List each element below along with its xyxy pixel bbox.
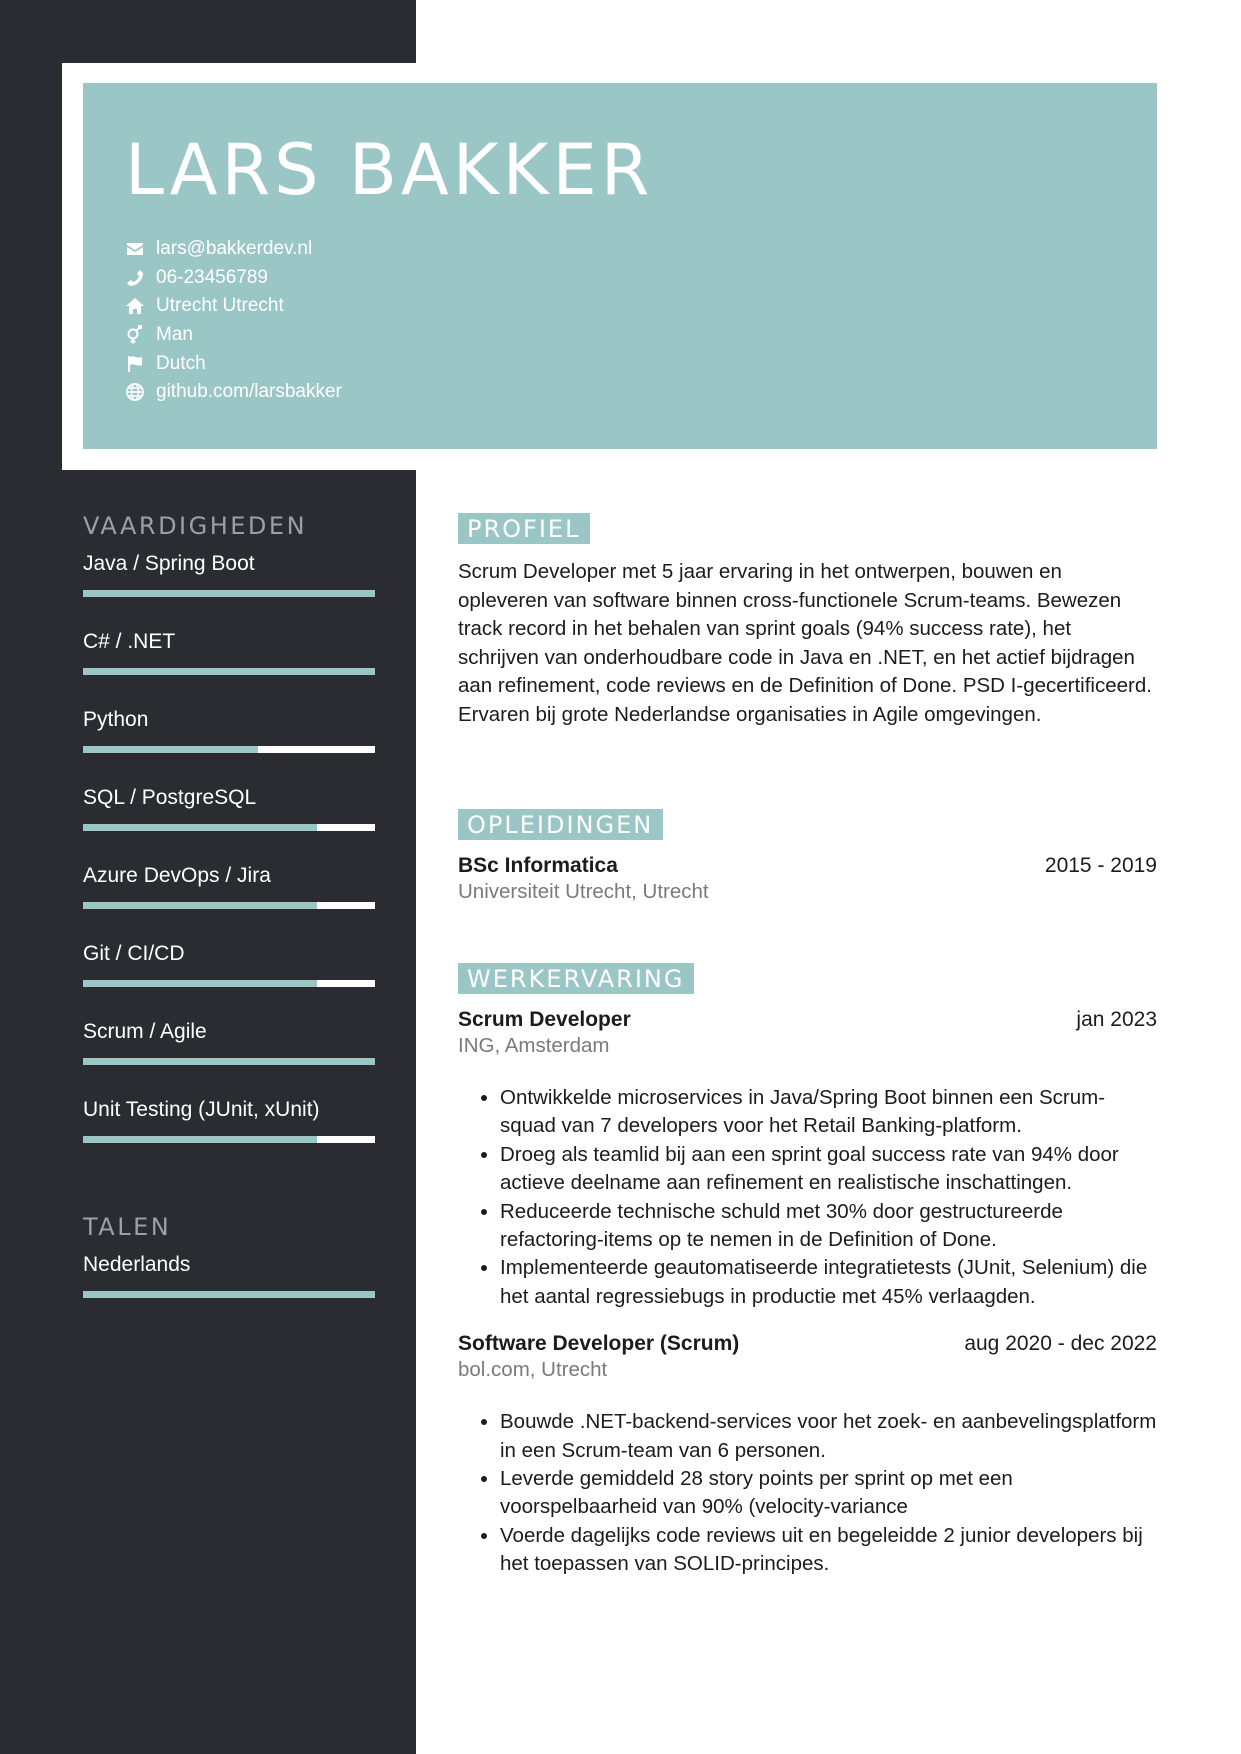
experience-title: WERKERVARING — [458, 963, 694, 994]
experience-company: bol.com, Utrecht — [458, 1358, 608, 1382]
skill-bar-fill — [83, 746, 258, 753]
skill-bar — [83, 980, 375, 987]
skill-bar-fill — [83, 1058, 375, 1065]
contact-nationality-text: Dutch — [156, 352, 206, 374]
flag-icon — [125, 354, 145, 374]
skill-bar-fill — [83, 980, 317, 987]
resume-header — [83, 83, 1157, 449]
contact-phone-text[interactable]: 06-23456789 — [156, 266, 268, 288]
contact-list — [125, 235, 342, 407]
experience-bullet: • Voerde dagelijks code reviews uit en begeleidde 2 junior developers bij het toepassen van SOLID-principes. — [500, 1522, 1157, 1579]
education-school: Universiteit Utrecht, Utrecht — [458, 880, 709, 903]
experience-section — [458, 963, 1157, 1579]
skill-label: Unit Testing (JUnit, xUnit) — [83, 1098, 320, 1121]
experience-entry-head — [458, 1008, 1157, 1032]
skills-section — [83, 512, 375, 1164]
skill-item — [83, 618, 375, 696]
contact-gender — [125, 321, 342, 350]
skill-label: Azure DevOps / Jira — [83, 864, 271, 887]
skills-list — [83, 540, 375, 1164]
gender-icon — [125, 325, 145, 345]
skill-item — [83, 696, 375, 774]
skill-bar — [83, 590, 375, 597]
contact-address-text: Utrecht Utrecht — [156, 295, 284, 317]
skill-bar — [83, 668, 375, 675]
home-icon — [125, 296, 145, 316]
skill-item — [83, 540, 375, 618]
skill-label: C# / .NET — [83, 630, 176, 653]
experience-bullet: • Leverde gemiddeld 28 story points per sprint op met een voorspelbaarheid van 90% (velocity-variance — [500, 1465, 1157, 1522]
profile-title: PROFIEL — [458, 513, 590, 544]
profile-section — [458, 513, 1157, 730]
contact-website — [125, 378, 342, 407]
skill-label: Git / CI/CD — [83, 942, 185, 965]
sidebar-background-top — [0, 0, 416, 63]
languages-title: TALEN — [83, 1213, 172, 1241]
language-bar — [83, 1291, 375, 1298]
envelope-icon — [125, 239, 145, 259]
profile-text: Scrum Developer met 5 jaar ervaring in het ontwerpen, bouwen en opleveren van software binnen cross-functionele Scrum-teams. Bewezen track record in het behalen van sprint goals (94% success rate), het schrijven van onderhoudbare code in Java en .NET, en het actief bijdragen aan refinement, code reviews en de Definition of Done. PSD I-gecertificeerd. Ervaren bij grote Nederlandse organisaties in Agile omgevingen. — [458, 560, 1152, 726]
skill-label: Python — [83, 708, 149, 731]
contact-email-text[interactable]: lars@bakkerdev.nl — [156, 238, 313, 260]
skill-bar-fill — [83, 668, 375, 675]
skill-bar — [83, 902, 375, 909]
candidate-name: LARS BAKKER — [125, 129, 654, 211]
contact-phone — [125, 264, 342, 293]
education-entry-head — [458, 854, 1157, 878]
skill-bar — [83, 1058, 375, 1065]
skill-bar-fill — [83, 824, 317, 831]
contact-nationality — [125, 349, 342, 378]
experience-entry — [458, 1008, 1157, 1311]
skill-label: Java / Spring Boot — [83, 552, 255, 575]
contact-email — [125, 235, 342, 264]
skill-bar — [83, 1136, 375, 1143]
skill-item — [83, 774, 375, 852]
language-label: Nederlands — [83, 1253, 191, 1276]
experience-bullet: • Droeg als teamlid bij aan een sprint goal success rate van 94% door actieve deelname aan refinement en realistische inschattingen. — [500, 1141, 1157, 1198]
experience-entry — [458, 1332, 1157, 1578]
skill-item — [83, 930, 375, 1008]
education-dates: 2015 - 2019 — [1044, 854, 1157, 877]
skill-item — [83, 1008, 375, 1086]
skill-bar — [83, 824, 375, 831]
skill-bar — [83, 746, 375, 753]
contact-gender-text: Man — [156, 324, 193, 346]
contact-address — [125, 292, 342, 321]
education-section — [458, 809, 1157, 904]
skill-bar-fill — [83, 902, 317, 909]
experience-dates: jan 2023 — [1076, 1008, 1157, 1031]
experience-dates: aug 2020 - dec 2022 — [964, 1332, 1157, 1356]
skill-item — [83, 852, 375, 930]
sidebar-background-strip — [0, 63, 62, 1754]
skills-title: VAARDIGHEDEN — [83, 512, 308, 540]
skill-bar-fill — [83, 590, 375, 597]
experience-company: ING, Amsterdam — [458, 1034, 610, 1057]
skill-label: Scrum / Agile — [83, 1020, 207, 1043]
skill-bar-fill — [83, 1136, 317, 1143]
education-degree: BSc Informatica — [458, 854, 618, 877]
globe-icon — [125, 382, 145, 402]
experience-bullet: • Ontwikkelde microservices in Java/Spring Boot binnen een Scrum-squad van 7 developers voor het Retail Banking-platform. — [500, 1084, 1157, 1141]
experience-role: Scrum Developer — [458, 1008, 631, 1031]
contact-website-text[interactable]: github.com/larsbakker — [156, 381, 342, 403]
skill-label: SQL / PostgreSQL — [83, 786, 257, 809]
experience-bullet: • Bouwde .NET-backend-services voor het zoek- en aanbevelingsplatform in een Scrum-team van 6 personen. — [500, 1408, 1157, 1465]
experience-bullets — [458, 1084, 1157, 1311]
experience-role: Software Developer (Scrum) — [458, 1332, 740, 1356]
experience-bullet: • Implementeerde geautomatiseerde integratietests (JUnit, Selenium) die het aantal regressiebugs in productie met 45% verlaagden. — [500, 1254, 1157, 1311]
languages-section — [83, 1213, 375, 1319]
education-title: OPLEIDINGEN — [458, 809, 663, 840]
language-item — [83, 1241, 375, 1319]
skill-item — [83, 1086, 375, 1164]
experience-bullet: • Reduceerde technische schuld met 30% door gestructureerde refactoring-items op te nemen in de Definition of Done. — [500, 1198, 1157, 1255]
phone-icon — [125, 268, 145, 288]
education-entry — [458, 854, 1157, 904]
experience-bullets — [458, 1408, 1157, 1578]
experience-entry-head — [458, 1332, 1157, 1356]
language-bar-fill — [83, 1291, 375, 1298]
